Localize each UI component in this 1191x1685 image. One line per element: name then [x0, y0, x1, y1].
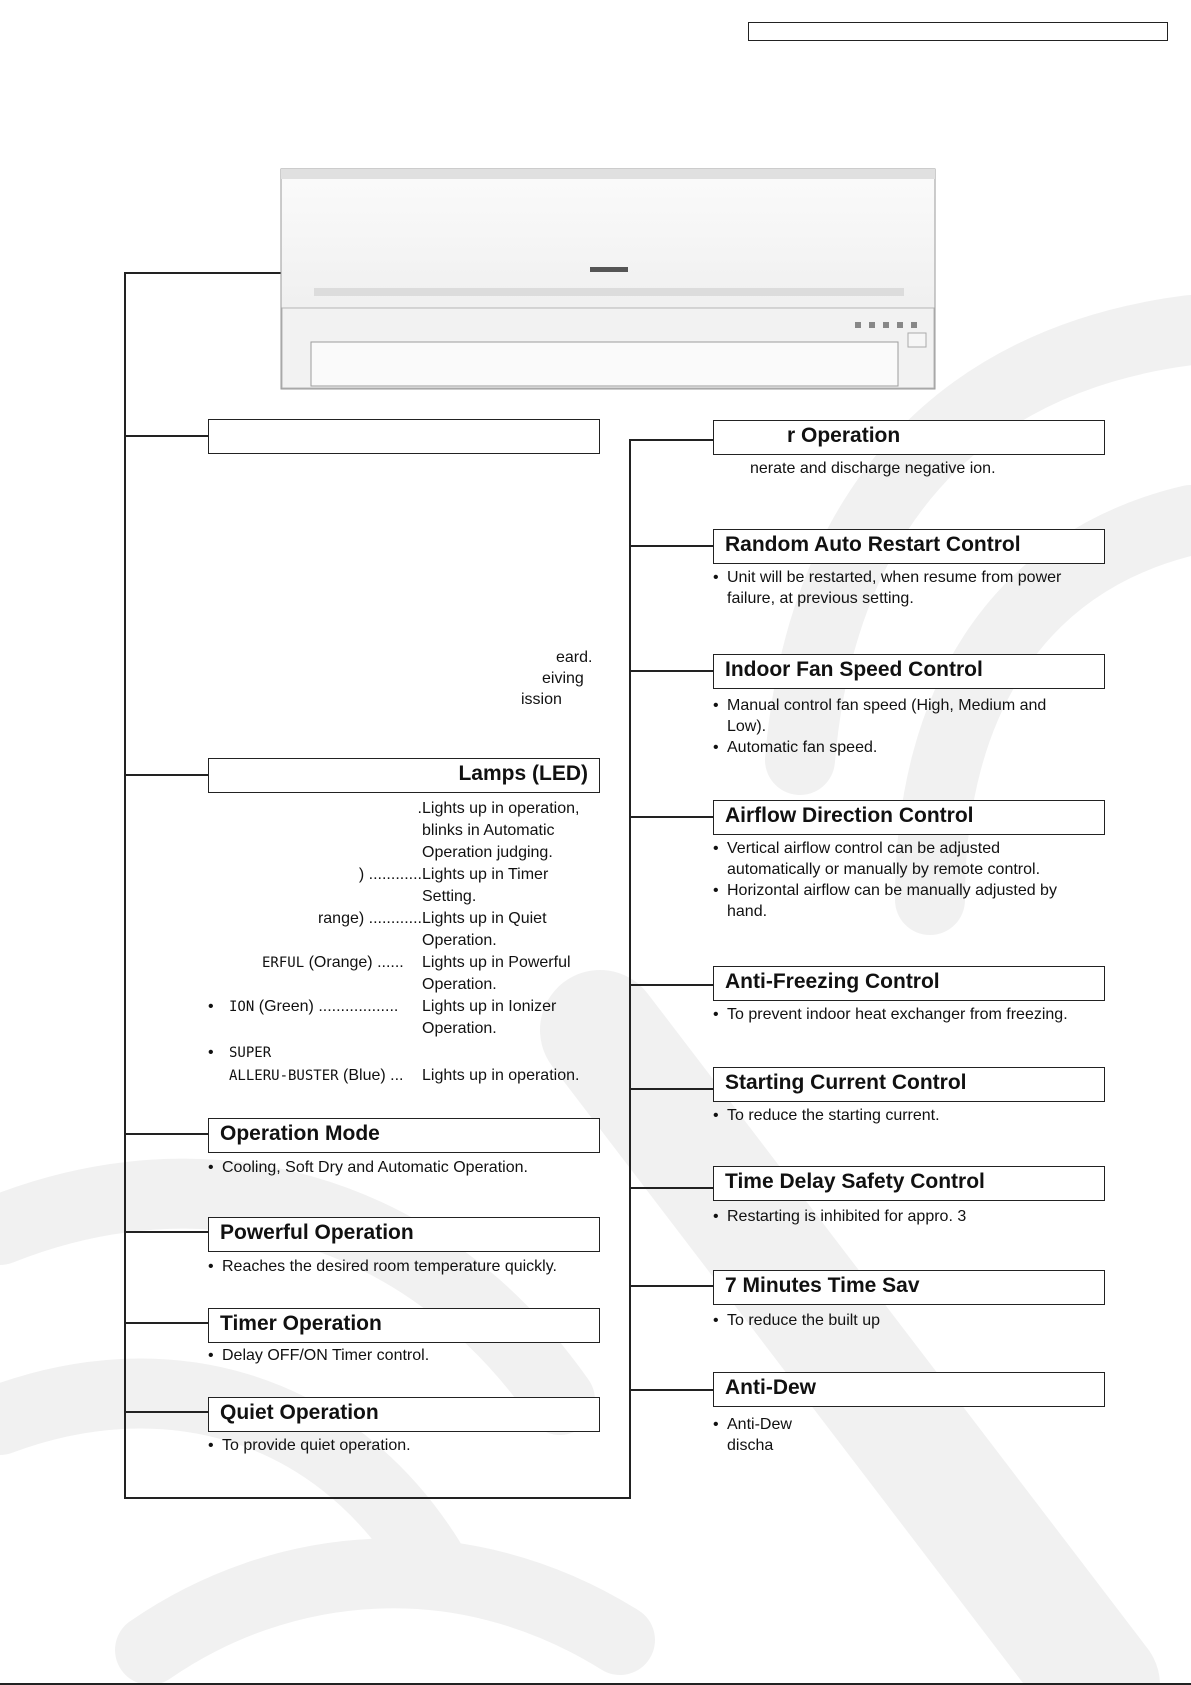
starting-current-text: To reduce the starting current. [727, 1107, 940, 1124]
anti-dew-text: Anti-Dew [727, 1416, 792, 1433]
branch-line [629, 439, 713, 441]
branch-line [124, 435, 208, 437]
bullet-icon: • [713, 1006, 719, 1023]
airflow-direction-title: Airflow Direction Control [713, 800, 1105, 835]
bullet-icon: • [713, 840, 719, 857]
header-box [748, 22, 1168, 41]
airflow-direction-text: automatically or manually by remote control. [727, 861, 1041, 878]
lamp-desc: Lights up in Timer [422, 866, 549, 883]
lamp-desc: Operation. [422, 976, 497, 993]
branch-line [124, 1411, 208, 1413]
remote-fragment-3: ission [521, 691, 562, 708]
branch-line [629, 1088, 713, 1090]
bullet-icon: • [713, 1107, 719, 1124]
lamp-label-code: SUPER [229, 1045, 272, 1061]
indoor-fan-speed-title: Indoor Fan Speed Control [713, 654, 1105, 689]
lamp-desc: Lights up in Quiet [422, 910, 547, 927]
branch-line [629, 816, 713, 818]
bullet-icon: • [713, 882, 719, 899]
indoor-unit-image [280, 168, 937, 390]
time-delay-safety-title: Time Delay Safety Control [713, 1166, 1105, 1201]
bullet-icon: • [713, 1416, 719, 1433]
time-save-text: To reduce the built up [727, 1312, 880, 1329]
anti-freezing-title: Anti-Freezing Control [713, 966, 1105, 1001]
timer-operation-title: Timer Operation [208, 1308, 600, 1343]
airflow-direction-text: Vertical airflow control can be adjusted [727, 840, 1001, 857]
lamp-desc: Operation judging. [422, 844, 553, 861]
bullet-icon: • [713, 569, 719, 586]
bullet-icon: • [208, 1437, 214, 1454]
indoor-fan-speed-text: Automatic fan speed. [727, 739, 878, 756]
lamps-title: Lamps (LED) [208, 758, 600, 793]
quiet-operation-text: To provide quiet operation. [222, 1437, 411, 1454]
random-auto-restart-text: failure, at previous setting. [727, 590, 914, 607]
lamp-bullet: • [208, 1044, 214, 1061]
ionizer-operation-title: r Operation [713, 420, 1105, 455]
bullet-icon: • [713, 1208, 719, 1225]
bullet-icon: • [713, 739, 719, 756]
branch-line [124, 1133, 208, 1135]
starting-current-title: Starting Current Control [713, 1067, 1105, 1102]
bullet-icon: • [208, 1347, 214, 1364]
lamp-label: range) ............ [317, 910, 422, 927]
branch-line [629, 1187, 713, 1189]
time-delay-safety-text: Restarting is inhibited for appro. 3 [727, 1208, 967, 1225]
lamp-label-code: ALLERU-BUSTER (Blue) ... [229, 1067, 404, 1084]
lamp-label-code: ION (Green) .................. [229, 998, 399, 1015]
branch-line [629, 545, 713, 547]
indoor-fan-speed-text: Manual control fan speed (High, Medium and [727, 697, 1047, 714]
lamp-desc: Operation. [422, 932, 497, 949]
anti-freezing-text: To prevent indoor heat exchanger from freezing. [727, 1006, 1068, 1023]
quiet-operation-title: Quiet Operation [208, 1397, 600, 1432]
operation-mode-title: Operation Mode [208, 1118, 600, 1153]
bullet-icon: • [713, 1312, 719, 1329]
branch-line [629, 670, 713, 672]
branch-line [629, 1285, 713, 1287]
bottom-connector-line [124, 1497, 630, 1499]
branch-line [124, 1231, 208, 1233]
bullet-icon: • [713, 697, 719, 714]
random-auto-restart-text: Unit will be restarted, when resume from power [727, 569, 1062, 586]
lamp-desc: Operation. [422, 1020, 497, 1037]
timer-operation-text: Delay OFF/ON Timer control. [222, 1347, 430, 1364]
branch-line [629, 1389, 713, 1391]
bullet-icon: • [208, 1258, 214, 1275]
lamp-desc: Lights up in Ionizer [422, 998, 557, 1015]
branch-line [124, 1322, 208, 1324]
unit-connector-line [124, 272, 281, 274]
lamp-label: . [417, 800, 422, 817]
operation-mode-text: Cooling, Soft Dry and Automatic Operation. [222, 1159, 528, 1176]
left-trunk-line [124, 272, 126, 1499]
right-trunk-line [629, 439, 631, 1499]
bullet-icon: • [208, 1159, 214, 1176]
lamp-desc: Lights up in Powerful [422, 954, 571, 971]
branch-line [124, 774, 208, 776]
lamp-desc: blinks in Automatic [422, 822, 555, 839]
airflow-direction-text: hand. [727, 903, 768, 920]
lamp-label-code: ERFUL (Orange) ...... [262, 954, 404, 971]
branch-line [629, 984, 713, 986]
anti-dew-text: discha [727, 1437, 774, 1454]
lamp-bullet: • [208, 998, 214, 1015]
lamp-desc: Setting. [422, 888, 477, 905]
brand-logo [590, 267, 628, 272]
remote-fragment-1: eard. [556, 649, 593, 666]
powerful-operation-title: Powerful Operation [208, 1217, 600, 1252]
ionizer-operation-text: nerate and discharge negative ion. [750, 460, 996, 477]
lamp-desc: Lights up in operation. [422, 1067, 580, 1084]
airflow-direction-text: Horizontal airflow can be manually adjusted by [727, 882, 1057, 899]
powerful-operation-text: Reaches the desired room temperature quickly. [222, 1258, 557, 1275]
time-save-title: 7 Minutes Time Sav [713, 1270, 1105, 1305]
lamp-desc: Lights up in operation, [422, 800, 580, 817]
random-auto-restart-title: Random Auto Restart Control [713, 529, 1105, 564]
section-title-remote [208, 419, 600, 454]
indoor-fan-speed-text: Low). [727, 718, 767, 735]
anti-dew-title: Anti-Dew [713, 1372, 1105, 1407]
remote-fragment-2: eiving [542, 670, 584, 687]
lamp-label: ) ............ [358, 866, 422, 883]
